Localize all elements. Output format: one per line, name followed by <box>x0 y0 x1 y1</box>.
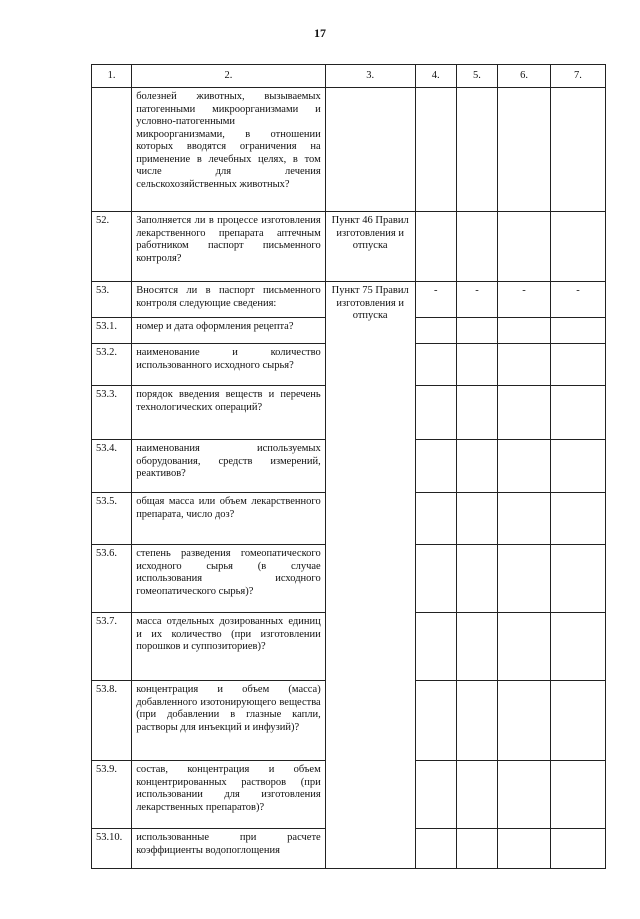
row-question: наименования используемых оборудования, средств измерений, реактивов? <box>132 440 326 493</box>
header-cell: 4. <box>415 65 456 88</box>
row-number: 52. <box>92 212 132 282</box>
mark-cell[interactable]: - <box>498 282 551 318</box>
mark-cell[interactable] <box>550 88 605 212</box>
header-cell: 7. <box>550 65 605 88</box>
row-question: использованные при расчете коэффициенты водопоглощения <box>132 829 326 869</box>
mark-cell[interactable] <box>415 829 456 869</box>
row-number: 53.8. <box>92 681 132 761</box>
mark-cell[interactable] <box>456 613 497 681</box>
mark-cell[interactable]: - <box>550 282 605 318</box>
mark-cell[interactable] <box>456 386 497 440</box>
mark-cell[interactable] <box>456 545 497 613</box>
row-question: наименование и количество использованного исходного сырья? <box>132 344 326 386</box>
row-number: 53.9. <box>92 761 132 829</box>
mark-cell[interactable] <box>415 386 456 440</box>
mark-cell[interactable] <box>415 545 456 613</box>
mark-cell[interactable] <box>456 440 497 493</box>
mark-cell[interactable] <box>415 344 456 386</box>
row-number: 53.6. <box>92 545 132 613</box>
row-number: 53.4. <box>92 440 132 493</box>
row-reference <box>325 88 415 212</box>
merged-reference: Пункт 75 Правил изготовления и отпуска <box>325 282 415 869</box>
mark-cell[interactable] <box>550 829 605 869</box>
mark-cell[interactable] <box>415 440 456 493</box>
row-question: общая масса или объем лекарственного препарата, число доз? <box>132 493 326 545</box>
row-number: 53.3. <box>92 386 132 440</box>
row-number: 53.10. <box>92 829 132 869</box>
mark-cell[interactable] <box>550 344 605 386</box>
header-cell: 1. <box>92 65 132 88</box>
mark-cell[interactable] <box>550 493 605 545</box>
mark-cell[interactable] <box>498 761 551 829</box>
mark-cell[interactable] <box>550 318 605 344</box>
mark-cell[interactable] <box>550 440 605 493</box>
row-question: состав, концентрация и объем концентрированных растворов (при использовании для изготовления лекарственных препаратов)? <box>132 761 326 829</box>
mark-cell[interactable] <box>498 613 551 681</box>
header-cell: 5. <box>456 65 497 88</box>
mark-cell[interactable] <box>498 829 551 869</box>
mark-cell[interactable] <box>498 545 551 613</box>
mark-cell[interactable] <box>498 212 551 282</box>
mark-cell[interactable] <box>550 545 605 613</box>
mark-cell[interactable] <box>415 318 456 344</box>
table-row <box>92 212 606 282</box>
mark-cell[interactable]: - <box>415 282 456 318</box>
mark-cell[interactable] <box>456 493 497 545</box>
mark-cell[interactable] <box>550 613 605 681</box>
mark-cell[interactable] <box>550 761 605 829</box>
mark-cell[interactable] <box>498 386 551 440</box>
mark-cell[interactable] <box>498 681 551 761</box>
row-number <box>92 88 132 212</box>
mark-cell[interactable] <box>456 318 497 344</box>
row-number: 53.5. <box>92 493 132 545</box>
mark-cell[interactable] <box>550 212 605 282</box>
header-cell: 3. <box>325 65 415 88</box>
mark-cell[interactable]: - <box>456 282 497 318</box>
mark-cell[interactable] <box>456 681 497 761</box>
mark-cell[interactable] <box>415 493 456 545</box>
row-number: 53.2. <box>92 344 132 386</box>
checklist-table <box>91 64 606 869</box>
mark-cell[interactable] <box>456 88 497 212</box>
row-number: 53.1. <box>92 318 132 344</box>
page-number: 17 <box>314 26 326 40</box>
table-header-row <box>92 65 606 88</box>
row-reference: Пункт 46 Правил изготовления и отпуска <box>325 212 415 282</box>
mark-cell[interactable] <box>415 212 456 282</box>
row-question: концентрация и объем (масса) добавленного изотонирующего вещества (при добавлении в глазные капли, растворы для инъекций и инфузий)? <box>132 681 326 761</box>
mark-cell[interactable] <box>550 386 605 440</box>
row-question: степень разведения гомеопатического исходного сырья (в случае использования исходного гомеопатического сырья)? <box>132 545 326 613</box>
mark-cell[interactable] <box>456 829 497 869</box>
mark-cell[interactable] <box>498 440 551 493</box>
mark-cell[interactable] <box>415 681 456 761</box>
mark-cell[interactable] <box>550 681 605 761</box>
row-question: Вносятся ли в паспорт письменного контроля следующие сведения: <box>132 282 326 318</box>
header-cell: 2. <box>132 65 326 88</box>
table-row <box>92 88 606 212</box>
row-question: номер и дата оформления рецепта? <box>132 318 326 344</box>
table-row <box>92 282 606 318</box>
row-question: порядок введения веществ и перечень технологических операций? <box>132 386 326 440</box>
header-cell: 6. <box>498 65 551 88</box>
mark-cell[interactable] <box>498 493 551 545</box>
row-question: масса отдельных дозированных единиц и их количество (при изготовлении порошков и суппозиториев)? <box>132 613 326 681</box>
mark-cell[interactable] <box>415 761 456 829</box>
mark-cell[interactable] <box>456 344 497 386</box>
mark-cell[interactable] <box>456 761 497 829</box>
row-question: болезней животных, вызываемых патогенными микроорганизмами и условно-патогенными микроорганизмами, в отношении которых вводятся ограничения на применение в лечебных целях, в том числе для лечения сельскохозяйственных животных? <box>132 88 326 212</box>
row-question: Заполняется ли в процессе изготовления лекарственного препарата аптечным работником паспорт письменного контроля? <box>132 212 326 282</box>
mark-cell[interactable] <box>498 88 551 212</box>
row-number: 53. <box>92 282 132 318</box>
mark-cell[interactable] <box>456 212 497 282</box>
mark-cell[interactable] <box>498 344 551 386</box>
mark-cell[interactable] <box>498 318 551 344</box>
mark-cell[interactable] <box>415 88 456 212</box>
mark-cell[interactable] <box>415 613 456 681</box>
row-number: 53.7. <box>92 613 132 681</box>
